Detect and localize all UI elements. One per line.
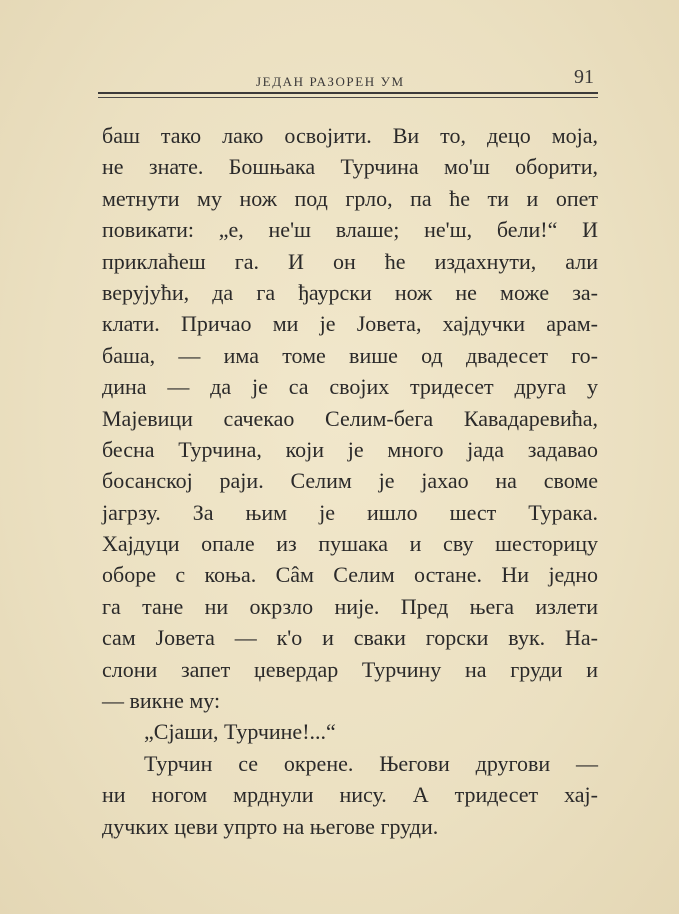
text-line: ни ногом мрднули нису. А тридесет хај- xyxy=(102,782,598,808)
text-line: Турчин се окрене. Његови другови — xyxy=(144,750,598,776)
text-line: босанској раји. Селим је јахао на своме xyxy=(102,468,598,494)
text-line: бесна Турчина, који је много јада задавао xyxy=(102,436,598,462)
running-title: ЈЕДАН РАЗОРЕН УМ xyxy=(256,74,405,89)
text-line: баша, — има томе више од двадесет го- xyxy=(102,342,598,368)
text-line: Мајевици сачекао Селим-бега Кавадаревића, xyxy=(102,405,598,431)
text-line: Хајдуци опале из пушака и сву шесторицу xyxy=(102,531,598,557)
text-line: га тане ни окрзло није. Пред њега излети xyxy=(102,593,598,619)
text-line: повикати: „е, не'ш влаше; не'ш, бели!“ И xyxy=(102,217,598,243)
page-header xyxy=(98,62,598,96)
text-line: метнути му нож под грло, па ће ти и опет xyxy=(102,185,598,211)
header-rule-thin xyxy=(98,97,598,98)
text-line: сам Јовета — к'о и сваки горски вук. На- xyxy=(102,625,598,651)
text-line: — викне му: xyxy=(102,688,221,714)
text-line: не знате. Бошњака Турчина мо'ш оборити, xyxy=(102,154,598,180)
text-line: слони запет џевердар Турчину на груди и xyxy=(102,656,598,682)
body-text xyxy=(102,120,598,842)
header-rule-thick xyxy=(98,92,598,94)
text-line: јагрзу. За њим је ишло шест Турака. xyxy=(102,499,598,525)
text-line: верујући, да га ђаурски нож не може за- xyxy=(102,279,598,305)
text-line: дучких цеви упрто на његове груди. xyxy=(102,813,439,839)
text-line: клати. Причао ми је Јовета, хајдучки арам- xyxy=(102,311,598,337)
text-line: оборе с коња. Сâм Селим остане. Ни једно xyxy=(102,562,598,588)
text-line: дина — да је са својих тридесет друга у xyxy=(102,374,598,400)
text-line: приклаћеш га. И он ће издахнути, али xyxy=(102,248,598,274)
text-line: „Сјаши, Турчине!...“ xyxy=(144,719,336,745)
text-line: баш тако лако освојити. Ви то, децо моја, xyxy=(102,123,598,148)
page-number: 91 xyxy=(574,66,594,88)
